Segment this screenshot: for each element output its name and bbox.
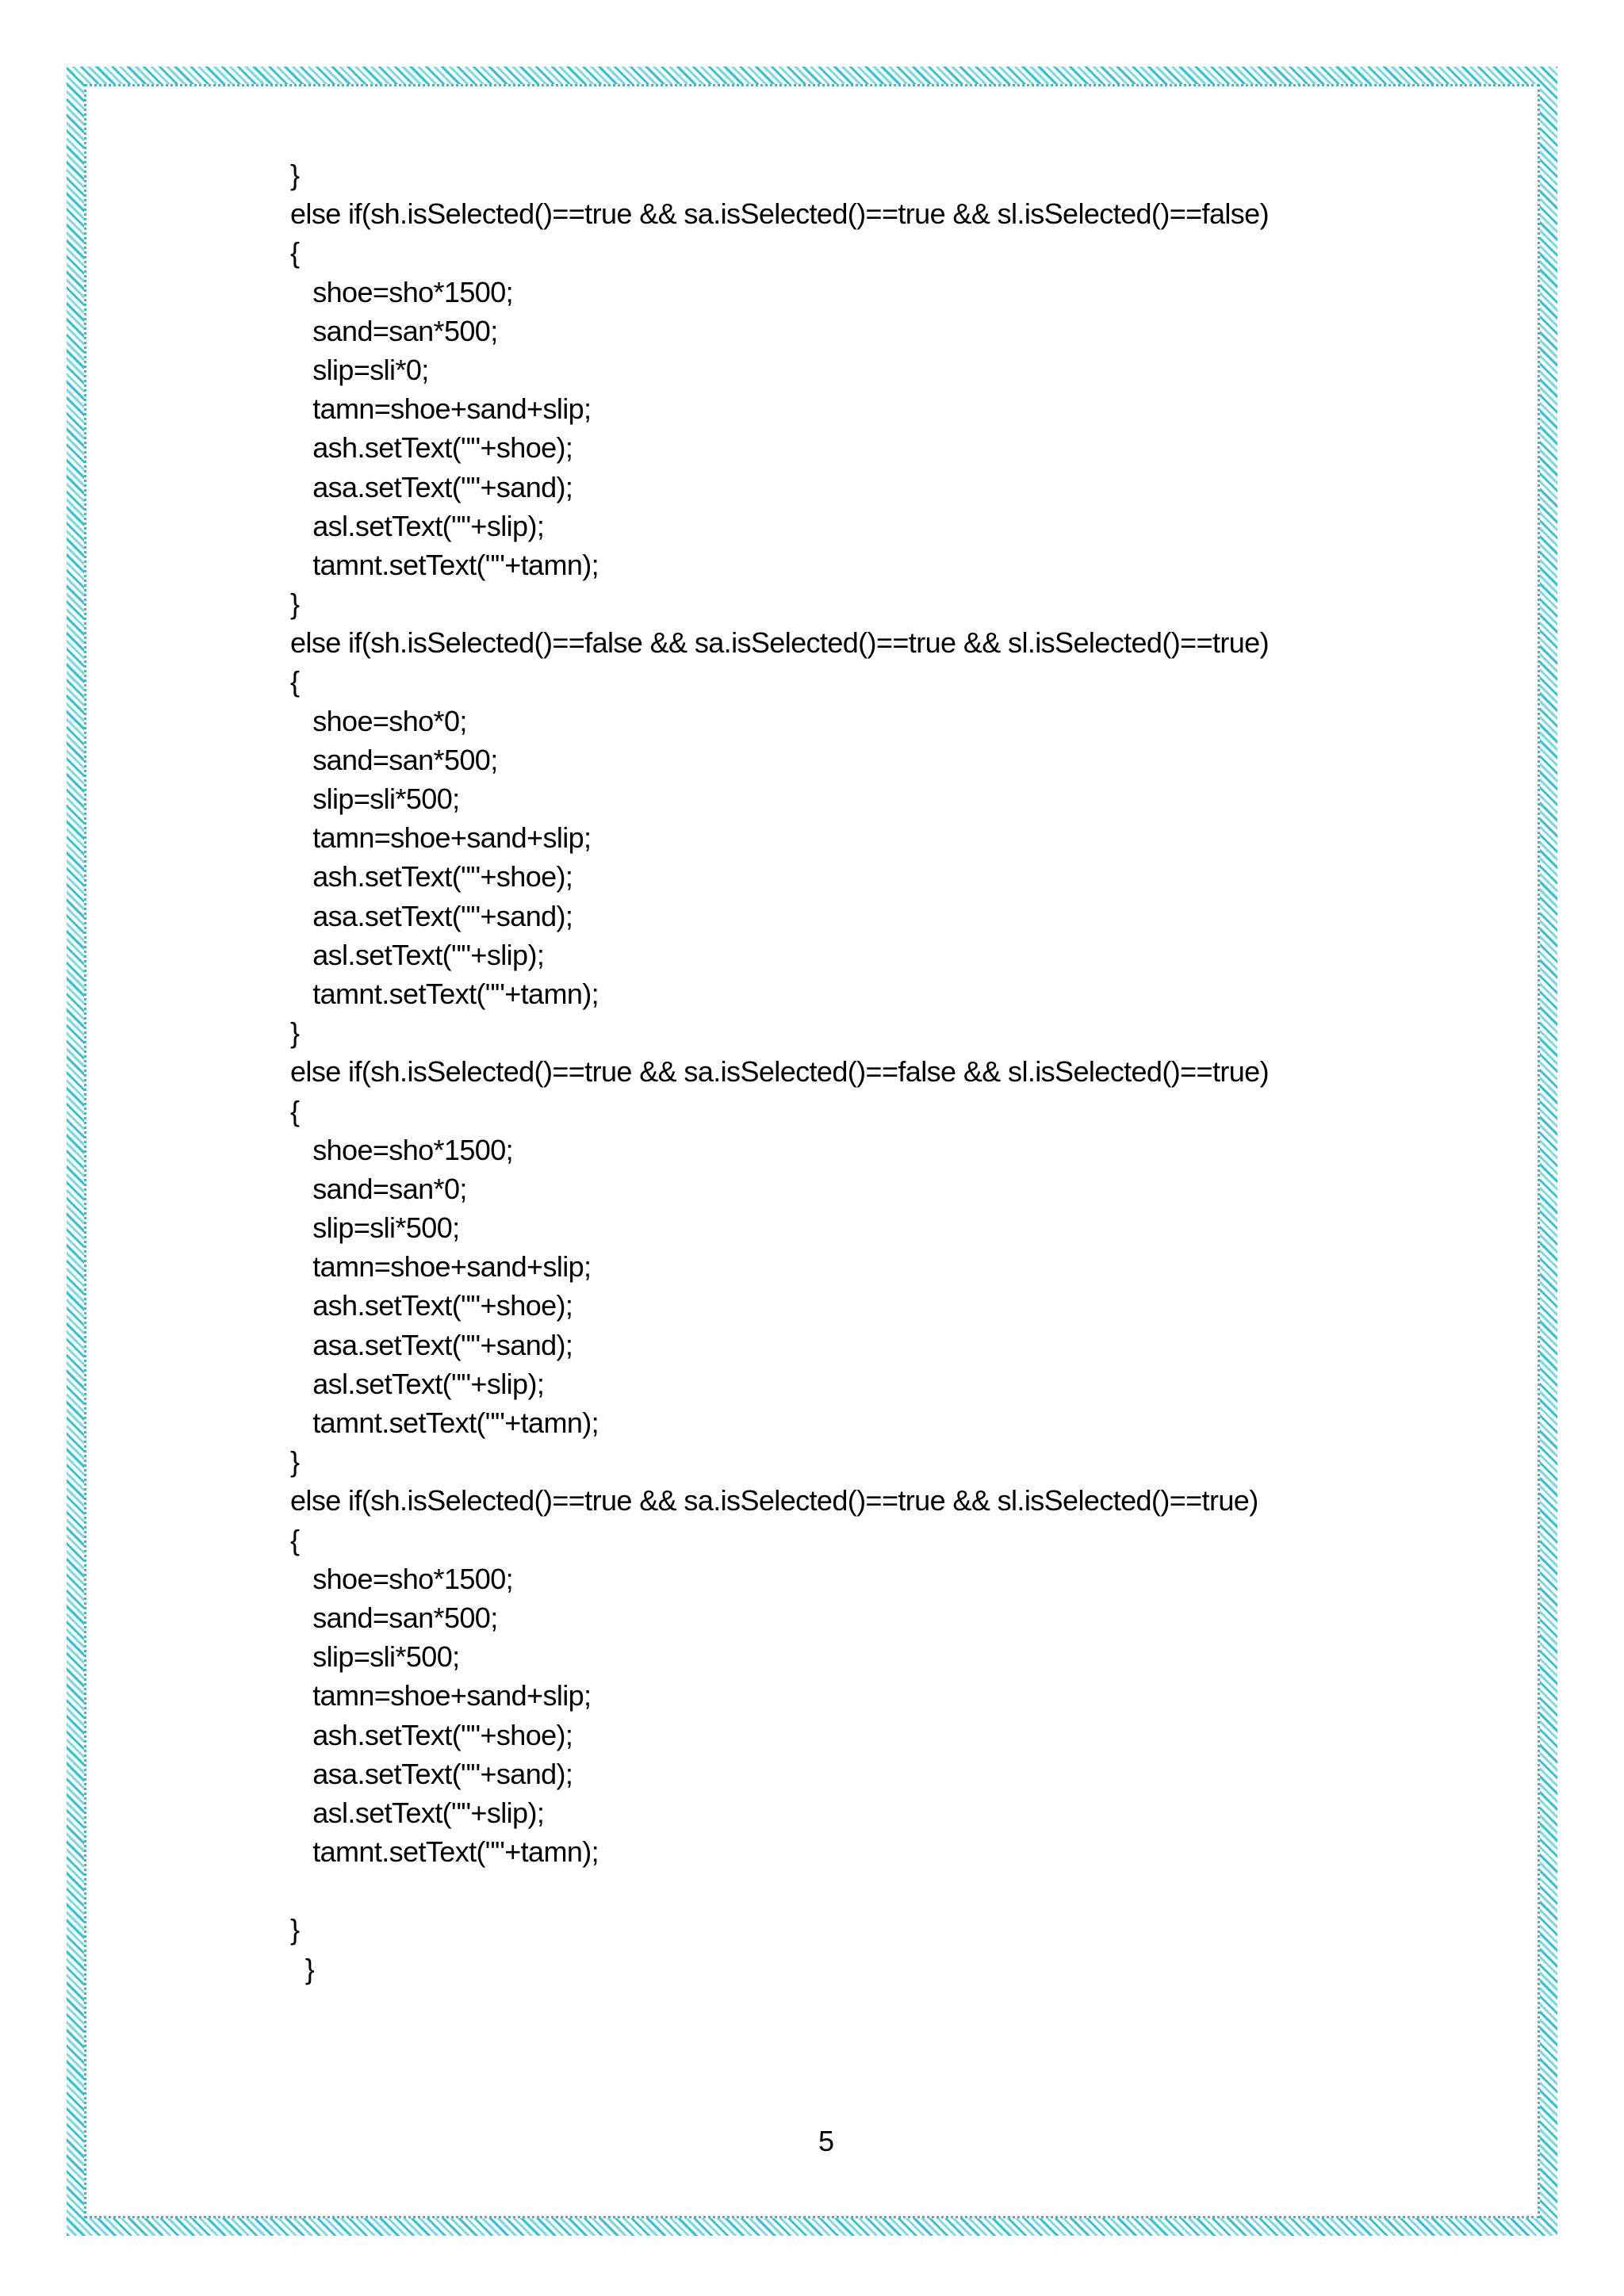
- code-line: slip=sli*0;: [290, 353, 429, 386]
- code-line: sand=san*0;: [290, 1172, 467, 1205]
- code-line: shoe=sho*1500;: [290, 275, 514, 308]
- code-line: tamnt.setText(""+tamn);: [290, 548, 599, 581]
- page-number: 5: [818, 2125, 835, 2157]
- code-line: tamn=shoe+sand+slip;: [290, 1250, 592, 1284]
- code-line: }: [290, 1913, 300, 1946]
- code-line: tamn=shoe+sand+slip;: [290, 392, 592, 426]
- code-line: else if(sh.isSelected()==true && sa.isSelected()==true && sl.isSelected()==false): [290, 197, 1269, 231]
- code-line: sand=san*500;: [290, 743, 498, 776]
- code-line: else if(sh.isSelected()==true && sa.isSelected()==false && sl.isSelected()==true): [290, 1055, 1269, 1089]
- code-line: else if(sh.isSelected()==false && sa.isSelected()==true && sl.isSelected()==true): [290, 626, 1269, 660]
- code-line: shoe=sho*1500;: [290, 1562, 514, 1595]
- code-line: slip=sli*500;: [290, 783, 460, 815]
- code-line: slip=sli*500;: [290, 1211, 460, 1245]
- code-line: ash.setText(""+shoe);: [290, 1289, 573, 1322]
- code-line: shoe=sho*1500;: [290, 1133, 514, 1166]
- code-line: }: [290, 1952, 315, 1985]
- code-line: }: [290, 1445, 300, 1479]
- code-line: }: [290, 159, 300, 191]
- code-line: asa.setText(""+sand);: [290, 1328, 573, 1361]
- code-line: ash.setText(""+shoe);: [290, 860, 573, 894]
- code-line: asl.setText(""+slip);: [290, 1367, 545, 1400]
- code-line: tamn=shoe+sand+slip;: [290, 1679, 592, 1712]
- code-line: {: [290, 1094, 300, 1127]
- code-line: asa.setText(""+sand);: [290, 470, 573, 503]
- code-line: tamnt.setText(""+tamn);: [290, 1835, 599, 1869]
- code-line: tamnt.setText(""+tamn);: [290, 977, 599, 1010]
- code-line: }: [290, 587, 300, 621]
- code-line: asl.setText(""+slip);: [290, 938, 545, 971]
- code-line: slip=sli*500;: [290, 1640, 460, 1674]
- code-line: asl.setText(""+slip);: [290, 1796, 545, 1829]
- code-line: {: [290, 665, 300, 698]
- code-block: [290, 155, 1269, 1988]
- code-line: asa.setText(""+sand);: [290, 899, 573, 932]
- code-line: sand=san*500;: [290, 1601, 498, 1634]
- code-line: sand=san*500;: [290, 314, 498, 347]
- code-line: }: [290, 1016, 300, 1050]
- code-line: ash.setText(""+shoe);: [290, 431, 573, 465]
- code-line: tamn=shoe+sand+slip;: [290, 821, 592, 855]
- code-line: tamnt.setText(""+tamn);: [290, 1406, 599, 1439]
- code-line: {: [290, 1523, 300, 1556]
- code-line: ash.setText(""+shoe);: [290, 1718, 573, 1751]
- code-line: else if(sh.isSelected()==true && sa.isSelected()==true && sl.isSelected()==true): [290, 1484, 1258, 1517]
- code-line: [290, 1871, 1269, 1910]
- code-line: shoe=sho*0;: [290, 704, 467, 737]
- code-line: {: [290, 236, 300, 270]
- code-line: asa.setText(""+sand);: [290, 1757, 573, 1790]
- code-line: asl.setText(""+slip);: [290, 509, 545, 542]
